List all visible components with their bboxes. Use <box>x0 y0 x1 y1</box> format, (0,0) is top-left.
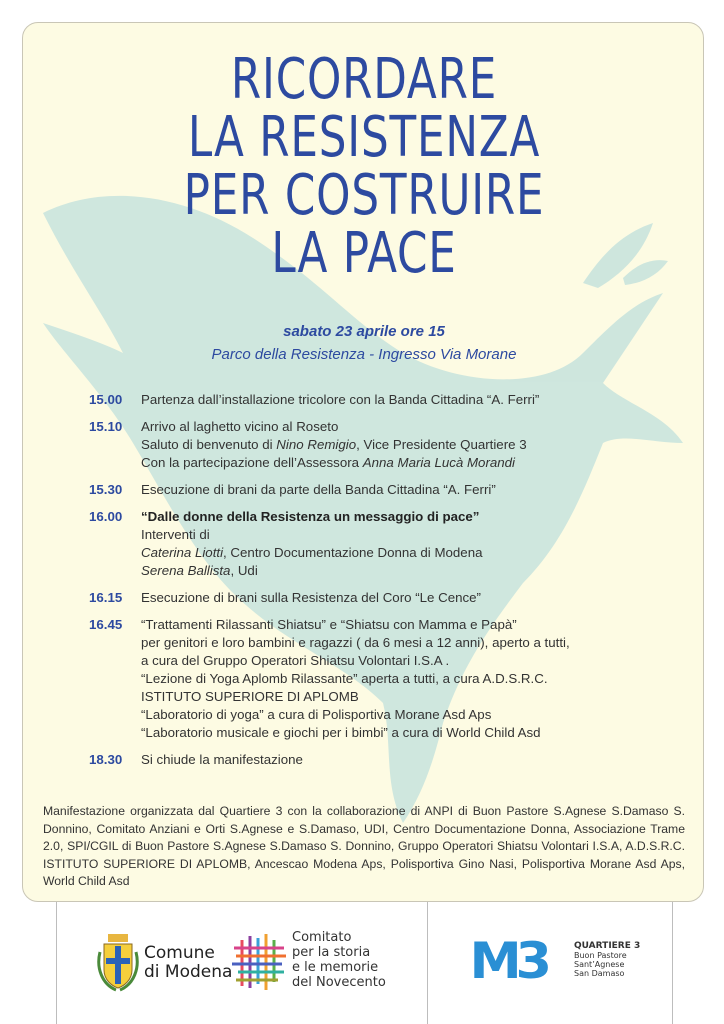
program-text: Interventi di <box>141 527 210 542</box>
program-text: “Laboratorio di yoga” a cura di Polisportiva Morane Asd Aps <box>141 707 492 722</box>
program-text: Si chiude la manifestazione <box>141 752 303 767</box>
footer-logos <box>0 902 724 1024</box>
program-item <box>89 418 689 472</box>
program-time: 16.45 <box>89 617 123 632</box>
comitato-novecento-logo <box>292 930 386 990</box>
credits-text: Manifestazione organizzata dal Quartiere 3 con la collaborazione di ANPI di Buon Pastore S.Agnese S.Damaso S. Donnino, Comitato Anziani e Orti S.Agnese e S.Damaso, UDI, Centro Documentazione Donna, Associazione Trame 2.0, SPI/CGIL di Buon Pastore S.Agnese S.Damaso S. Donnino, Gruppo Operatori Shiatsu Volontari I.S.A, A.D.S.R.C. ISTITUTO SUPERIORE DI APLOMB, Ancescao Modena Aps, Polisportiva Gino Nasi, Polisportiva Morane Asd Aps, World Child Asd <box>43 804 685 888</box>
program-item <box>89 481 689 499</box>
program-item <box>89 751 689 769</box>
logo-line: San Damaso <box>574 969 625 978</box>
logo-line: Sant’Agnese <box>574 960 625 969</box>
program-text: Arrivo al laghetto vicino al Roseto <box>141 419 339 434</box>
program-item <box>89 589 689 607</box>
quartiere3-mark: M3 <box>469 932 546 990</box>
text-segment: Con la partecipazione dell’Assessora <box>141 455 363 470</box>
program-time: 16.00 <box>89 509 123 524</box>
program-text <box>141 436 527 454</box>
program-item <box>89 391 689 409</box>
program-text: a cura del Gruppo Operatori Shiatsu Volontari I.S.A . <box>141 653 450 668</box>
program-time: 18.30 <box>89 752 123 767</box>
program-list <box>89 391 689 778</box>
logo-line: di Modena <box>144 962 233 982</box>
program-time: 16.15 <box>89 590 123 605</box>
program-text: Esecuzione di brani sulla Resistenza del Coro “Le Cence” <box>141 590 481 605</box>
logo-line: Comitato <box>292 930 352 945</box>
program-text <box>141 562 483 580</box>
logo-line: per la storia <box>292 945 371 960</box>
divider <box>427 902 428 1024</box>
program-item <box>89 508 689 580</box>
logo-line: Buon Pastore <box>574 951 627 960</box>
program-heading: “Dalle donne della Resistenza un messaggio di pace” <box>141 509 480 524</box>
program-text: “Laboratorio musicale e giochi per i bimbi” a cura di World Child Asd <box>141 725 541 740</box>
title-line: LA RESISTENZA <box>187 105 541 170</box>
program-text: “Lezione di Yoga Aplomb Rilassante” aperta a tutti, a cura A.D.S.R.C. <box>141 671 548 686</box>
logo-line: del Novecento <box>292 975 386 990</box>
event-date: sabato 23 aprile ore 15 <box>283 323 445 340</box>
text-segment: Saluto di benvenuto di <box>141 437 277 452</box>
program-text <box>141 544 483 562</box>
text-segment: , Centro Documentazione Donna di Modena <box>223 545 483 560</box>
program-time: 15.00 <box>89 392 123 407</box>
text-segment: , Udi <box>230 563 258 578</box>
comune-modena-crest-icon <box>96 932 140 994</box>
comune-modena-logo <box>144 944 232 982</box>
logo-line: Comune <box>144 943 215 963</box>
program-text: Esecuzione di brani da parte della Banda Cittadina “A. Ferri” <box>141 482 496 497</box>
person-name: Nino Remigio <box>276 437 357 452</box>
logo-line: e le memorie <box>292 960 379 975</box>
text-segment: , Vice Presidente Quartiere 3 <box>356 437 527 452</box>
quartiere3-logo <box>574 942 640 978</box>
poster-card <box>22 22 704 902</box>
event-place: Parco della Resistenza - Ingresso Via Morane <box>211 346 517 363</box>
title-line: RICORDARE <box>230 47 498 112</box>
program-text: ISTITUTO SUPERIORE DI APLOMB <box>141 689 359 704</box>
program-text: “Trattamenti Rilassanti Shiatsu” e “Shiatsu con Mamma e Papà” <box>141 617 517 632</box>
program-item <box>89 616 689 742</box>
person-name: Anna Maria Lucà Morandi <box>362 455 516 470</box>
program-text <box>141 454 527 472</box>
title-line: PER COSTRUIRE <box>183 163 545 228</box>
comitato-novecento-grid-icon <box>232 934 288 990</box>
title-line: LA PACE <box>271 221 457 286</box>
divider <box>672 902 673 1024</box>
person-name: Serena Ballista <box>141 563 231 578</box>
person-name: Caterina Liotti <box>141 545 224 560</box>
logo-line: QUARTIERE 3 <box>574 941 641 951</box>
program-text: per genitori e loro bambini e ragazzi ( da 6 mesi a 12 anni), aperto a tutti, <box>141 635 570 650</box>
program-text: Partenza dall’installazione tricolore con la Banda Cittadina “A. Ferri” <box>141 392 540 407</box>
divider <box>56 902 57 1024</box>
program-time: 15.30 <box>89 482 123 497</box>
program-time: 15.10 <box>89 419 123 434</box>
poster-title <box>98 47 630 286</box>
